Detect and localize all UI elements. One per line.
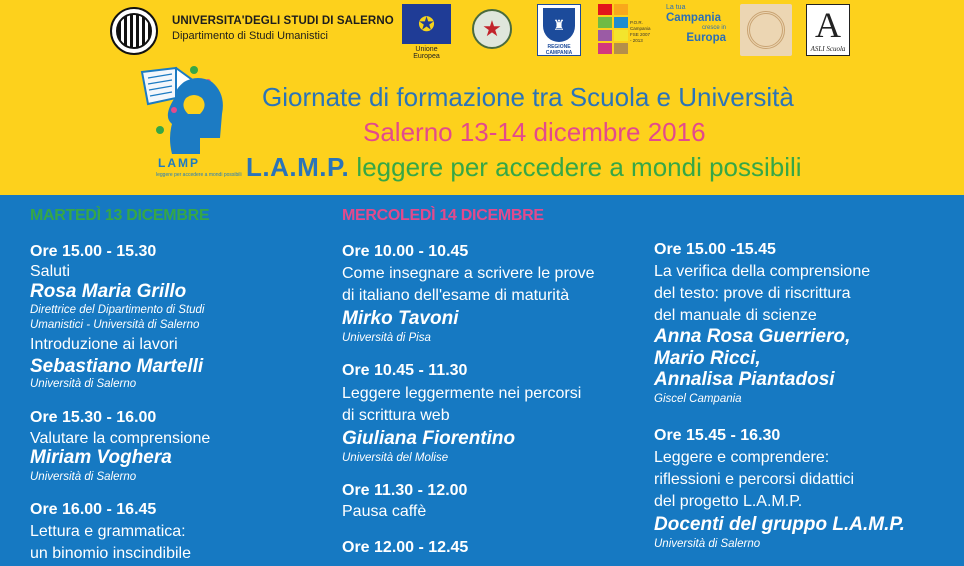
day2-session6-title-2: riflessioni e percorsi didattici bbox=[654, 471, 855, 488]
campania-d: Europa bbox=[686, 32, 726, 44]
day1-session3-title-1: Lettura e grammatica: bbox=[30, 523, 186, 540]
por-line-2: Campania bbox=[630, 26, 651, 31]
day2-session4-time: Ore 12.00 - 12.45 bbox=[342, 539, 469, 556]
day2-session5-affiliation: Giscel Campania bbox=[654, 393, 742, 405]
campania-a: La tua bbox=[666, 4, 686, 11]
por-fse-logo bbox=[598, 4, 651, 54]
day1-session1-affiliation-1: Direttrice del Dipartimento di Studi bbox=[30, 304, 205, 316]
logo-strip bbox=[0, 4, 964, 60]
day2-session3-title: Pausa caffè bbox=[342, 503, 427, 520]
campania-europa-logo bbox=[666, 4, 726, 54]
day2-session5-title-1: La verifica della comprensione bbox=[654, 263, 871, 280]
day2-session6-time: Ore 15.45 - 16.30 bbox=[654, 427, 781, 444]
day2-session5-speaker-1: Anna Rosa Guerriero, bbox=[654, 326, 851, 347]
day1-session1-time: Ore 15.00 - 15.30 bbox=[30, 243, 157, 260]
asli-caption: ASLI Scuola bbox=[810, 45, 846, 53]
day2-session2-time: Ore 10.45 - 11.30 bbox=[342, 362, 468, 379]
day1-session3-title-2: un binomio inscindibile bbox=[30, 545, 191, 562]
day1-session1-affiliation-3: Università di Salerno bbox=[30, 378, 137, 390]
day2-session6-title-3: del progetto L.A.M.P. bbox=[654, 493, 803, 510]
spiral-logo bbox=[740, 4, 792, 56]
day2-session5-title-3: del manuale di scienze bbox=[654, 307, 817, 324]
eu-flag-logo bbox=[402, 4, 451, 60]
day1-session2-speaker: Miriam Voghera bbox=[30, 447, 172, 468]
program-section bbox=[0, 195, 964, 566]
day1-session2-time: Ore 15.30 - 16.00 bbox=[30, 409, 157, 426]
day2-session2-title-1: Leggere leggermente nei percorsi bbox=[342, 385, 582, 402]
day2-session1-speaker: Mirko Tavoni bbox=[342, 308, 459, 329]
asli-letter: A bbox=[815, 5, 841, 45]
star-icon: ★ bbox=[472, 9, 512, 49]
day1-session1-speaker: Rosa Maria Grillo bbox=[30, 281, 187, 302]
day2-session5-speaker-2: Mario Ricci, bbox=[654, 348, 761, 369]
event-date: Salerno 13-14 dicembre 2016 bbox=[363, 117, 706, 147]
project-abbr: L.A.M.P. bbox=[246, 152, 350, 182]
day1-session2-title: Valutare la comprensione bbox=[30, 430, 211, 447]
lamp-logo-text: LAMP bbox=[158, 156, 200, 170]
day2-session1-affiliation: Università di Pisa bbox=[342, 332, 431, 344]
campania-b: Campania bbox=[666, 12, 721, 24]
header-banner bbox=[0, 0, 964, 195]
day2-session2-affiliation: Università del Molise bbox=[342, 452, 449, 464]
day2-session2-title-2: di scrittura web bbox=[342, 407, 450, 424]
project-title bbox=[246, 152, 802, 183]
day1-session1-title: Saluti bbox=[30, 263, 71, 280]
day2-session6-title-1: Leggere e comprendere: bbox=[654, 449, 830, 466]
department-name: Dipartimento di Studi Umanistici bbox=[172, 30, 328, 42]
day2-session3-time: Ore 11.30 - 12.00 bbox=[342, 482, 468, 499]
day2-session5-title-2: del testo: prove di riscrittura bbox=[654, 285, 851, 302]
por-line-1: P.O.R. bbox=[630, 20, 643, 25]
day1-session1-title-2: Introduzione ai lavori bbox=[30, 336, 178, 353]
eu-stars-icon: ✪ bbox=[402, 4, 451, 44]
day2-session2-speaker: Giuliana Fiorentino bbox=[342, 428, 516, 449]
eu-caption: Unione Europea bbox=[413, 46, 440, 60]
university-seal-logo bbox=[110, 7, 158, 55]
day2-session1-title-2: di italiano dell'esame di maturità bbox=[342, 287, 570, 304]
campania-c: cresce in bbox=[701, 25, 726, 31]
university-heading bbox=[172, 15, 394, 42]
day1-session1-affiliation-2: Umanistici - Università di Salerno bbox=[30, 319, 200, 331]
asli-scuola-logo bbox=[806, 4, 850, 56]
day2-session6-affiliation: Università di Salerno bbox=[654, 538, 761, 550]
day2-heading: MERCOLEDÌ 14 DICEMBRE bbox=[342, 207, 544, 224]
event-title: Giornate di formazione tra Scuola e Università bbox=[262, 82, 794, 112]
project-tagline: leggere per accedere a mondi possibili bbox=[349, 152, 802, 182]
day1-session3-time: Ore 16.00 - 16.45 bbox=[30, 501, 157, 518]
italian-republic-emblem bbox=[470, 4, 514, 54]
lamp-logo-subtitle: leggere per accedere a mondi possibili bbox=[156, 172, 242, 178]
university-name: UNIVERSITA'DEGLI STUDI DI SALERNO bbox=[172, 15, 394, 27]
shield-icon: ♜ bbox=[543, 8, 575, 42]
day2-session1-time: Ore 10.00 - 10.45 bbox=[342, 243, 469, 260]
day1-heading: MARTEDÌ 13 DICEMBRE bbox=[30, 207, 210, 224]
day2-session1-title-1: Come insegnare a scrivere le prove bbox=[342, 265, 595, 282]
day1-session2-affiliation: Università di Salerno bbox=[30, 471, 137, 483]
day2-session6-speaker: Docenti del gruppo L.A.M.P. bbox=[654, 514, 905, 535]
day1-session1-speaker-2: Sebastiano Martelli bbox=[30, 356, 204, 377]
region-caption: REGIONE CAMPANIA bbox=[545, 44, 573, 56]
regione-campania-logo bbox=[537, 4, 581, 56]
por-line-3: FSE 2007 - 2013 bbox=[630, 32, 651, 43]
day2-session5-speaker-3: Annalisa Piantadosi bbox=[654, 369, 835, 390]
day2-session5-time: Ore 15.00 -15.45 bbox=[654, 241, 776, 258]
